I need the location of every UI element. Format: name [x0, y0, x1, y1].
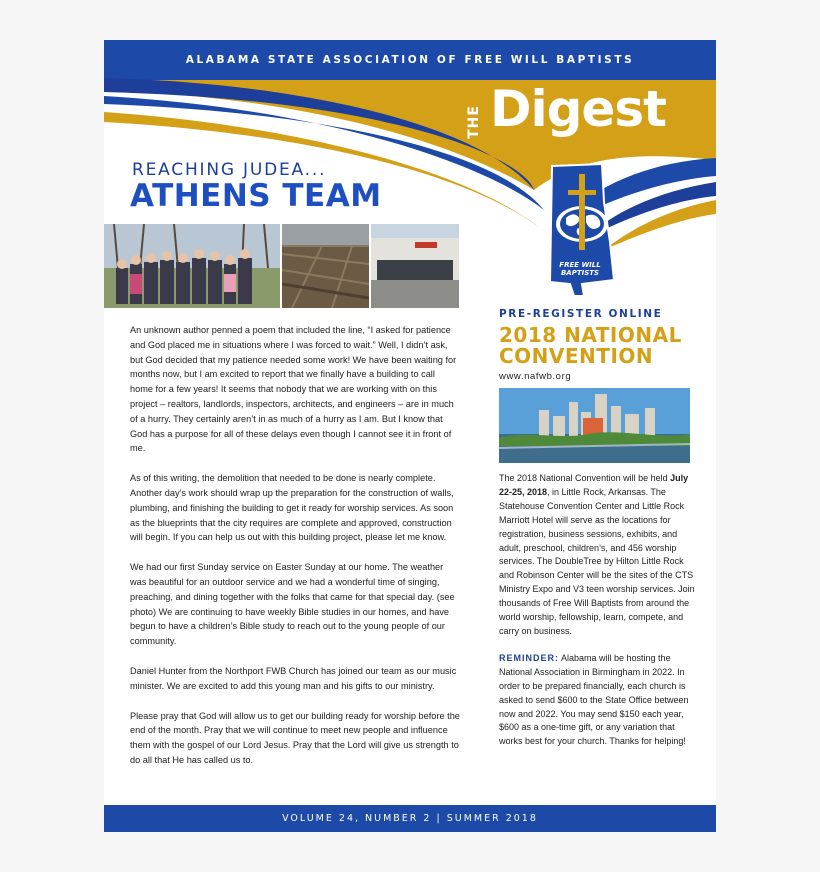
article-paragraph: Please pray that God will allow us to get our building ready for worship before the end of the month. Pray that we will continue to meet new people and influence them with the gospel of our Lord Jesus. Pray that the Lord will give us strength to do all that He has called us to.: [130, 710, 460, 765]
building-photo: [371, 224, 459, 308]
masthead-title: Digest: [490, 80, 667, 138]
demolition-photo: [282, 224, 369, 308]
convention-dates: July 22-25, 2018: [499, 473, 689, 497]
reminder-label: REMINDER:: [499, 652, 559, 663]
article-kicker: REACHING JUDEA...: [132, 160, 327, 180]
convention-sidebar: [499, 308, 695, 749]
alabama-state-cross-globe-icon: [544, 162, 620, 300]
newsletter-page: [104, 40, 716, 832]
article-paragraph: Daniel Hunter from the Northport FWB Church has joined our team as our music minister. We are excited to add this young man and his gifts to our ministry.: [130, 665, 457, 691]
article-paragraph: An unknown author penned a poem that included the line, “I asked for patience and God placed me in situations where I was forced to wait.” Well, I didn’t ask, but God decided that my patience needed some work! We have been waiting for months now, but I am excited to report that we finally have a building to call home for a few years! It seems that nobody that we are working with on this project – realtors, landlords, inspectors, architects, and engineers – are in much of a hurry. They certainly aren’t in as much of a hurry as I am. But I know that God has a purpose for all of these delays even though I cannot see it in front of me.: [130, 325, 457, 454]
article-body: [130, 323, 460, 783]
masthead-the: THE: [465, 105, 482, 139]
article-paragraph: We had our first Sunday service on Easter Sunday at our home. The weather was beautiful for an outdoor service and we had a wonderful time of singing, preaching, and dining together with the folks that came for that special day. (see photo) We are continuing to have weekly Bible studies in our homes, and have begun to have a children’s Bible study to reach out to the young people of our community.: [130, 562, 455, 647]
article-paragraph: As of this writing, the demolition that needed to be done is nearly complete. Another day’s work should wrap up the preparation for the construction of walls, plumbing, and finishing the building to get it ready for worship services. As soon as the blueprints that the city requires are complete and approved, construction will begin. If you can help us out with this building project, please let me know.: [130, 473, 454, 543]
preregister-heading: PRE-REGISTER ONLINE: [499, 308, 663, 320]
convention-url[interactable]: www.nafwb.org: [499, 371, 572, 382]
issue-footer: VOLUME 24, NUMBER 2 | SUMMER 2018: [104, 805, 716, 832]
convention-title: [499, 325, 695, 367]
little-rock-skyline-photo: [499, 388, 690, 463]
association-name: ALABAMA STATE ASSOCIATION OF FREE WILL BAPTISTS: [185, 54, 635, 66]
convention-title-line2: CONVENTION: [499, 344, 654, 368]
family-photo: [104, 224, 280, 308]
logo-caption: FREE WILL BAPTISTS: [559, 261, 601, 277]
article-headline: ATHENS TEAM: [130, 178, 382, 214]
reminder-note: REMINDER: Alabama will be hosting the National Association in Birmingham in 2022. In order to be prepared financially, each church is asked to send $600 to the State Office between now and 2022. You may send $150 each year, $600 as a one-time gift, or any variation that works best for your church. Thanks for helping!: [499, 652, 689, 747]
convention-details: The 2018 National Convention will be held July 22-25, 2018, in Little Rock, Arkansas. The Statehouse Convention Center and Little Rock Marriott Hotel will serve as the locations for registration, business sessions, exhibits, and adult, preschool, children’s, and 456 worship services. The DoubleTree by Hilton Little Rock and Robinson Center will be the sites of the CTS Ministry Expo and V3 teen worship services. Join thousands of Free Will Baptists from around the world worship, fellowship, learn, compete, and carry on business.: [499, 473, 695, 636]
convention-title-line1: 2018 NATIONAL: [499, 323, 682, 347]
